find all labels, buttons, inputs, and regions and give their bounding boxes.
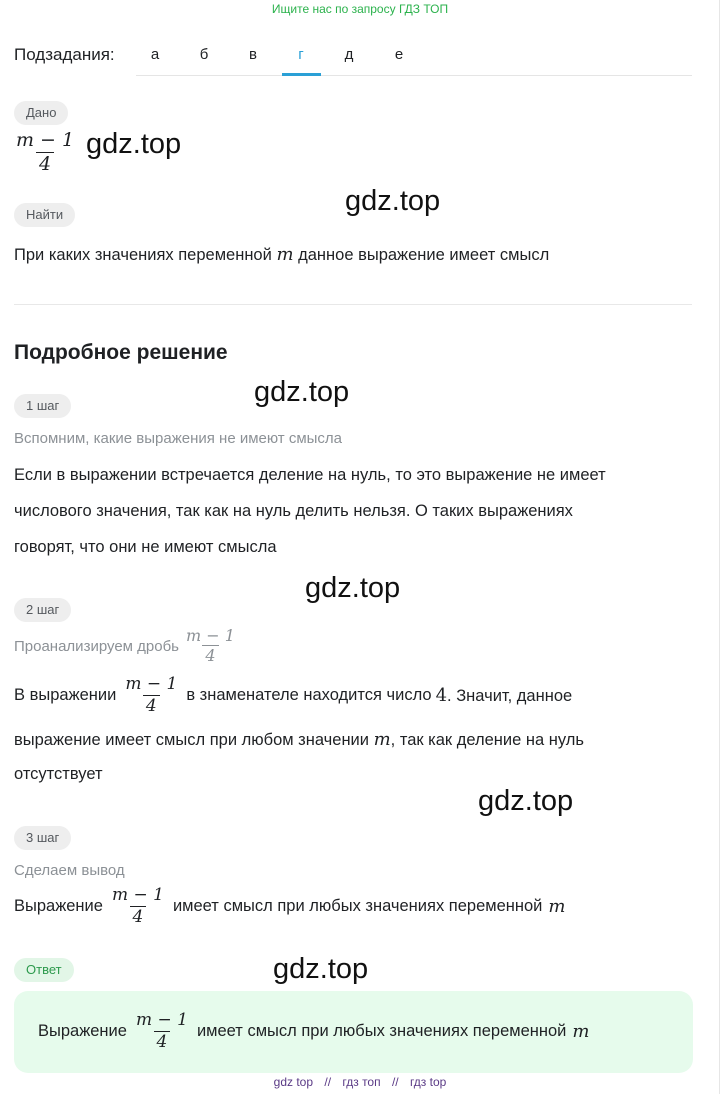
find-question <box>14 244 549 265</box>
tab-a[interactable]: а <box>150 46 160 63</box>
footer-links <box>0 1075 720 1089</box>
step-3-conclusion <box>14 886 565 927</box>
tab-b[interactable]: б <box>199 46 209 63</box>
section-divider <box>14 304 692 305</box>
answer-badge: Ответ <box>14 958 74 982</box>
tab-e[interactable]: е <box>394 46 404 63</box>
variable-m: m <box>373 729 391 750</box>
step-2-line-2 <box>14 729 584 750</box>
watermark: gdz.top <box>254 376 350 408</box>
answer-fraction <box>133 1011 191 1052</box>
answer-text <box>38 1011 589 1052</box>
step-2-line2-after: , так как деление на нуль <box>390 731 584 749</box>
watermark: gdz.top <box>305 572 401 604</box>
tabs-divider <box>136 75 692 76</box>
footer-separator: // <box>391 1075 399 1089</box>
step-1-badge: 1 шаг <box>14 394 71 418</box>
step-3-badge: 3 шаг <box>14 826 71 850</box>
fraction-denominator: 4 <box>130 906 147 927</box>
number-four: 4 <box>435 684 448 706</box>
step-3-subtitle: Сделаем вывод <box>14 862 125 879</box>
given-badge: Дано <box>14 101 68 125</box>
step-3-fraction <box>109 886 167 927</box>
fraction-numerator: m − 1 <box>111 885 164 905</box>
find-badge: Найти <box>14 203 75 227</box>
footer-link-gdz-top-ru[interactable]: гдз топ <box>342 1075 381 1089</box>
watermark: gdz.top <box>86 128 182 160</box>
solution-title: Подробное решение <box>14 341 228 364</box>
fraction-numerator: m − 1 <box>125 674 178 694</box>
fraction-denominator: 4 <box>143 695 160 716</box>
watermark: gdz.top <box>345 185 441 217</box>
footer-separator: // <box>324 1075 332 1089</box>
variable-m: m <box>548 895 566 917</box>
tab-g[interactable]: г <box>298 46 304 63</box>
fraction-denominator: 4 <box>154 1031 171 1052</box>
tab-d[interactable]: д <box>344 46 354 63</box>
step-2-subtitle-row <box>14 627 238 666</box>
promo-text: Ищите нас по запросу ГДЗ ТОП <box>271 2 449 16</box>
step-1-subtitle: Вспомним, какие выражения не имеют смысла <box>14 430 343 447</box>
step-2-subtitle: Проанализируем дробь <box>14 637 179 655</box>
tab-v[interactable]: в <box>249 46 257 63</box>
step-3-text-after: имеет смысл при любых значениях переменной <box>172 896 543 915</box>
step-2-subtitle-fraction <box>183 627 238 666</box>
step-1-line: числового значения, так как на нуль делить нельзя. О таких выражениях <box>14 502 573 520</box>
given-fraction <box>13 130 77 176</box>
active-tab-indicator <box>282 73 321 76</box>
step-2-line2-before: выражение имеет смысл при любом значении <box>14 731 369 749</box>
fraction-numerator: m − 1 <box>16 129 75 151</box>
variable-m: m <box>276 244 294 265</box>
step-3-text-before: Выражение <box>14 896 103 915</box>
answer-text-before: Выражение <box>38 1021 127 1040</box>
fraction-denominator: 4 <box>202 645 218 665</box>
step-1-line: говорят, что они не имеют смысла <box>14 538 277 556</box>
watermark: gdz.top <box>478 785 574 817</box>
step-1-body <box>14 457 694 565</box>
find-text-after: данное выражение имеет смысл <box>298 246 550 264</box>
variable-m: m <box>572 1020 590 1042</box>
footer-link-gdz-top[interactable]: gdz top <box>273 1075 314 1089</box>
fraction-numerator: m − 1 <box>135 1010 188 1030</box>
step-2-fraction <box>122 675 180 716</box>
answer-text-after: имеет смысл при любых значениях переменной <box>196 1021 567 1040</box>
step-2-line-3: отсутствует <box>14 765 103 783</box>
fraction-numerator: m − 1 <box>186 626 235 645</box>
step-2-badge: 2 шаг <box>14 598 71 622</box>
fraction-denominator: 4 <box>36 152 54 176</box>
find-text-before: При каких значениях переменной <box>14 246 272 264</box>
step-2-text-after: в знаменателе находится число <box>186 685 432 704</box>
given-expression <box>13 130 77 176</box>
footer-link-gdz-top-mixed[interactable]: гдз top <box>409 1075 447 1089</box>
step-2-text-before: В выражении <box>14 685 117 704</box>
step-2-line-1 <box>14 675 572 716</box>
watermark: gdz.top <box>273 953 369 985</box>
step-2-text-end: . Значит, данное <box>447 686 573 705</box>
subtasks-label: Подзадания: <box>14 45 115 64</box>
step-1-line: Если в выражении встречается деление на нуль, то это выражение не имеет <box>14 466 606 484</box>
